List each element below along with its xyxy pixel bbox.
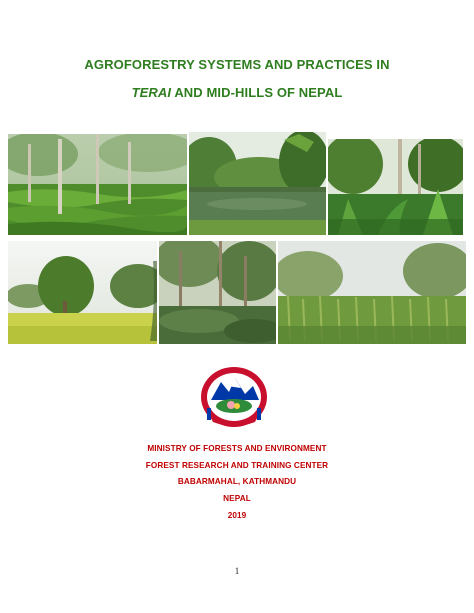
page-number: 1: [234, 566, 240, 576]
title-rest: AND MID-HILLS OF NEPAL: [171, 85, 343, 100]
tea-garden-photo: [8, 134, 187, 235]
banana-trees-photo: [328, 139, 463, 235]
location: BABARMAHAL, KATHMANDU: [177, 477, 297, 486]
forest-understory-photo: [159, 241, 276, 344]
government-emblem: [197, 364, 271, 430]
title-terai: TERAI: [131, 85, 172, 100]
country: NEPAL: [223, 494, 251, 503]
maize-field-photo: [278, 241, 466, 344]
title-line-1: AGROFORESTRY SYSTEMS AND PRACTICES IN: [84, 57, 390, 72]
title-line-2: [0, 85, 474, 100]
center-name: FOREST RESEARCH AND TRAINING CENTER: [145, 461, 329, 470]
ministry-name: MINISTRY OF FORESTS AND ENVIRONMENT: [147, 444, 327, 453]
mustard-field-photo: [8, 241, 157, 344]
pond-photo: [189, 132, 326, 235]
publication-year: 2019: [227, 511, 247, 520]
